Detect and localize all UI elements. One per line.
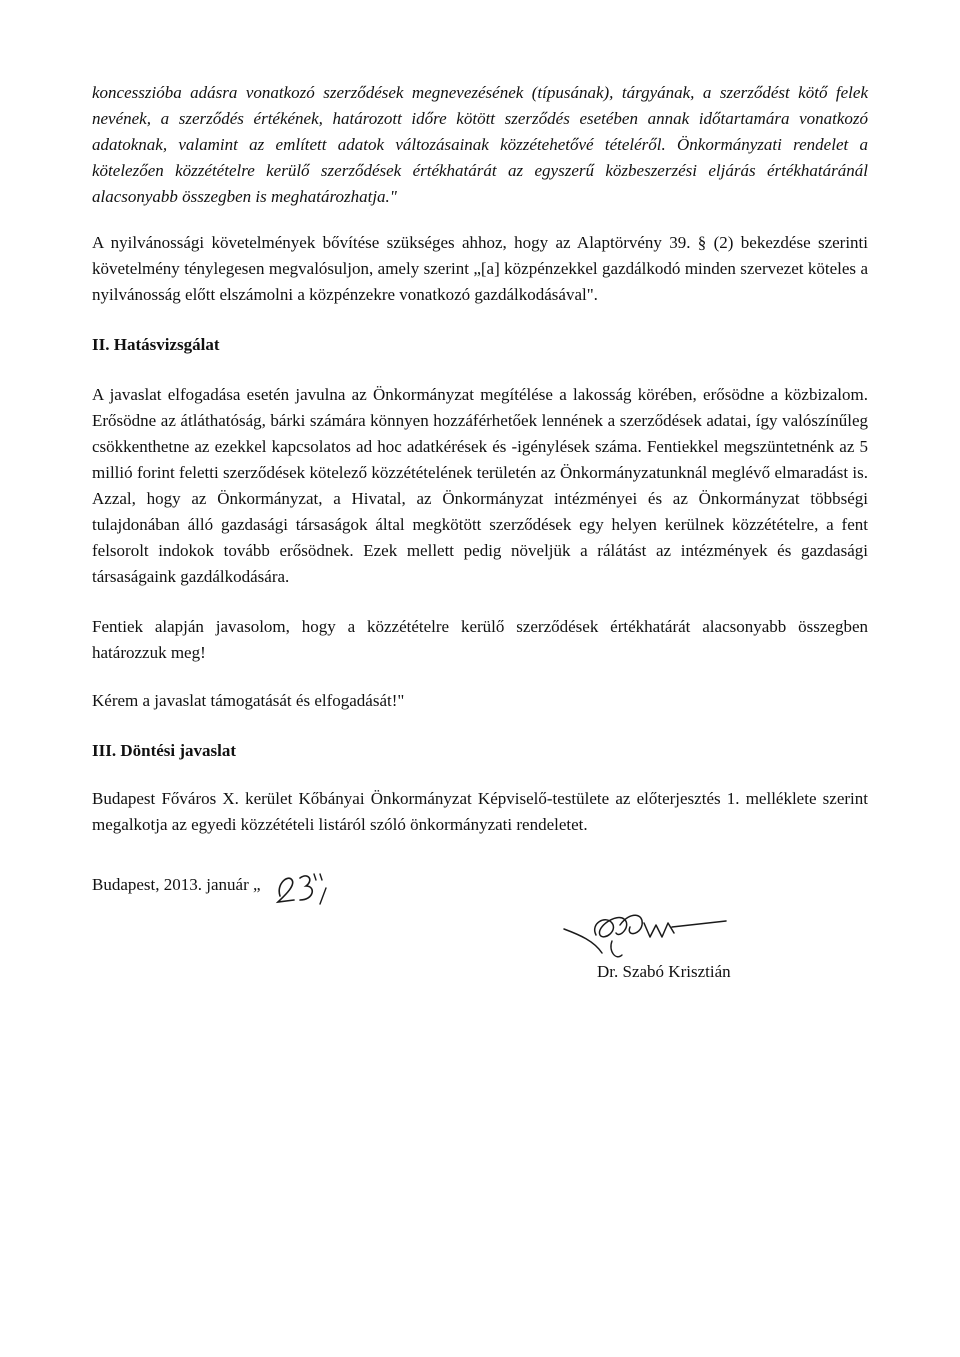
- date-line: [92, 872, 261, 898]
- hatasvizsgalat-paragraph: A javaslat elfogadása esetén javulna az Önkormányzat megítélése a lakosság körében, erősödne a közbizalom. Erősödne az átláthatóság, bárki számára könnyen hozzáférhetőek lennének a szerződések adatai, így valószínűleg csökkenthetne az ezekkel kapcsolatos ad hoc adatkérések és -igénylések száma. Fentiekkel megszüntetnénk az 5 millió forint feletti szerződések kötelező közzétételének területén az Önkormányzatunknál meglévő elmaradást is. Azzal, hogy az Önkormányzat, a Hivatal, az Önkormányzat intézményei és az Önkormányzat többségi tulajdonában álló gazdasági társaságok által megkötött szerződések egy helyen kerülnek közzétételre, a fent felsorolt indokok tovább erősödnek. Ezek mellett pedig növeljük a rálátást az intézmények és gazdasági társaságaink gazdálkodására.: [92, 385, 868, 586]
- dontesi-javaslat-paragraph: Budapest Főváros X. kerület Kőbányai Önkormányzat Képviselő-testülete az előterjesztés 1. melléklete szerint megalkotja az egyedi közzétételi listáról szóló önkormányzati rendeletet.: [92, 789, 868, 834]
- date-text: Budapest, 2013. január „: [92, 875, 261, 894]
- signer-name: Dr. Szabó Krisztián: [597, 962, 731, 981]
- document-body: [92, 80, 868, 838]
- fentiek-paragraph: Fentiek alapján javasolom, hogy a közzétételre kerülő szerződések értékhatárát alacsonyabb összegben határozzuk meg!: [92, 617, 868, 662]
- kerem-paragraph: Kérem a javaslat támogatását és elfogadását!": [92, 691, 405, 710]
- handwritten-date-mark: [274, 866, 334, 906]
- intro-quoted-paragraph: koncesszióba adásra vonatkozó szerződések megnevezésének (típusának), tárgyának, a szerződést kötő felek nevének, a szerződés értékének, határozott időre kötött szerződés esetében annak időtartamára vonatkozó adatoknak, valamint az említett adatok változásainak közzétehetővé tételéről. Önkormányzati rendelet a kötelezően közzétételre kerülő szerződések értékhatárát az egyszerű közbeszerzési eljárás értékhatáránál alacsonyabb összegben is meghatározhatja.": [92, 83, 868, 206]
- section-heading-hatasvizsgalat: II. Hatásvizsgálat: [92, 335, 220, 354]
- alaptorveny-paragraph: A nyilvánossági követelmények bővítése szükséges ahhoz, hogy az Alaptörvény 39. § (2) bekezdése szerinti követelmény ténylegesen megvalósuljon, amely szerint „[a] közpénzekkel gazdálkodó minden szervezet köteles a nyilvánosság előtt elszámolni a közpénzekre vonatkozó gazdálkodásával".: [92, 233, 868, 304]
- section-heading-dontesi-javaslat: III. Döntési javaslat: [92, 741, 237, 760]
- handwritten-signature: [560, 905, 730, 965]
